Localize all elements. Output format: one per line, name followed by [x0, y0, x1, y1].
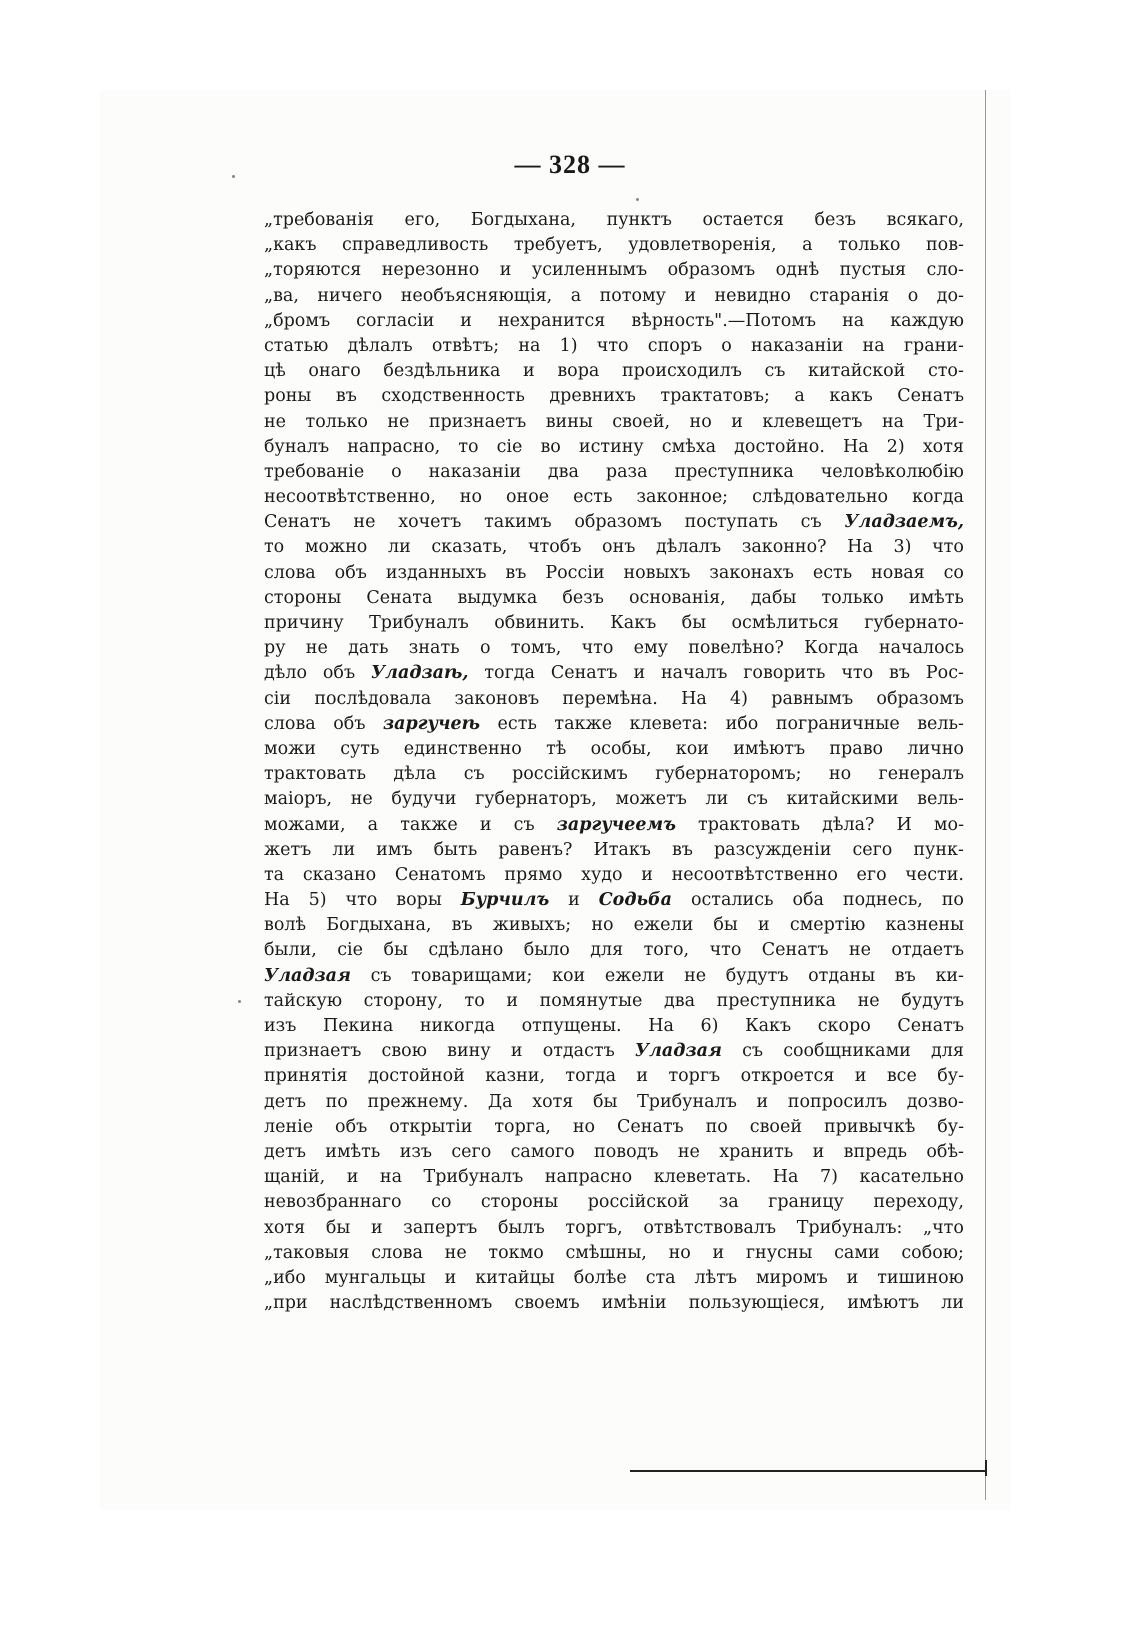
text-line: „бромъ согласіи и нехранится вѣрность".—Потомъ на каждую [264, 310, 964, 331]
text-line: дѣло объ Уладзаѣ, тогда Сенатъ и началъ говорить что въ Рос- [264, 663, 964, 684]
text-line: трактовать дѣла съ россійскимъ губернаторомъ; но генералъ [264, 764, 964, 785]
text-line: Уладзая съ товарищами; кои ежели не будутъ отданы въ ки- [264, 965, 964, 986]
text-line: слова объ изданныхъ въ Россіи новыхъ законахъ есть новая со [264, 562, 964, 583]
text-line: причину Трибуналъ обвинить. Какъ бы осмѣлиться губернато- [264, 613, 964, 633]
text-line: невозбраннаго со стороны россійской за границу переходу, [264, 1192, 964, 1213]
page-number: — 328 — [514, 150, 626, 179]
body-text [264, 208, 964, 1316]
text-line: роны въ сходственность древнихъ трактатовъ; а какъ Сенатъ [264, 386, 964, 407]
text-line: были, сіе бы сдѣлано было для того, что Сенатъ не отдаетъ [264, 940, 964, 961]
text-line: слова объ заргучеѣ есть также клевета: ибо пограничные вель- [264, 713, 964, 734]
text-line: признаетъ свою вину и отдастъ Уладзая съ сообщниками для [264, 1041, 964, 1062]
text-line: тайскую сторону, то и помянутые два преступника не будутъ [264, 990, 964, 1011]
bottom-rule-tick [985, 1460, 987, 1476]
text-line: „ва, ничего необъясняющія, а потому и невидно старанія о до- [264, 285, 964, 306]
text-line: леніе объ открытіи торга, но Сенатъ по своей привычкѣ бу- [264, 1116, 964, 1137]
text-line: детъ имѣть изъ сего самого поводъ не хранить и впредь обѣ- [264, 1141, 964, 1162]
text-line: статью дѣлалъ отвѣтъ; на 1) что споръ о наказаніи на грани- [264, 335, 964, 356]
text-line: ру не дать знать о томъ, что ему повелѣно? Когда началось [264, 638, 964, 659]
text-line: цѣ онаго бездѣльника и вора происходилъ съ китайской сто- [264, 361, 964, 382]
text-line: принятія достойной казни, тогда и торгъ откроется и все бу- [264, 1066, 964, 1087]
text-line: та сказано Сенатомъ прямо худо и несоотвѣтственно его чести. [264, 864, 964, 885]
text-line: можами, а также и съ заргучеемъ трактовать дѣла? И мо- [264, 814, 964, 835]
right-margin-rule [985, 90, 986, 1500]
text-line: щаній, и на Трибуналъ напрасно клеветать. На 7) касательно [264, 1167, 964, 1188]
text-line: несоотвѣтственно, но оное есть законное; слѣдовательно когда [264, 487, 964, 508]
text-line: сіи послѣдовала законовъ перемѣна. На 4) равнымъ образомъ [264, 688, 964, 709]
text-line: „при наслѣдственномъ своемъ имѣніи пользующіеся, имѣютъ ли [264, 1293, 964, 1314]
text-line: „таковыя слова не токмо смѣшны, но и гнусны сами собою; [264, 1242, 964, 1263]
text-line: не только не признаетъ вины своей, но и клевещетъ на Три- [264, 411, 964, 432]
text-line: „какъ справедливость требуетъ, удовлетворенія, а только пов- [264, 235, 964, 256]
text-line: требованіе о наказаніи два раза преступника человѣколюбію [264, 461, 964, 482]
text-line: На 5) что воры Бурчилъ и Содьба остались оба поднесь, по [264, 890, 964, 911]
text-line: то можно ли сказать, чтобъ онъ дѣлалъ законно? На 3) что [264, 537, 964, 558]
text-line: хотя бы и запертъ былъ торгъ, отвѣтствовалъ Трибуналъ: „что [264, 1217, 964, 1238]
bottom-rule [630, 1470, 985, 1472]
margin-speck [238, 1000, 241, 1003]
text-line: изъ Пекина никогда отпущены. На 6) Какъ скоро Сенатъ [264, 1016, 964, 1036]
text-line: „торяются нерезонно и усиленнымъ образомъ однѣ пустыя сло- [264, 260, 964, 281]
text-line: стороны Сената выдумка безъ основанія, дабы только имѣть [264, 587, 964, 608]
text-line: „ибо мунгальцы и китайцы болѣе ста лѣтъ миромъ и тишиною [264, 1267, 964, 1288]
text-line: детъ по прежнему. Да хотя бы Трибуналъ и попросилъ дозво- [264, 1091, 964, 1112]
text-line: „требованія его, Богдыхана, пунктъ остается безъ всякаго, [264, 210, 964, 230]
text-line: жетъ ли имъ быть равенъ? Итакъ въ разсужденіи сего пунк- [264, 839, 964, 860]
text-line: Сенатъ не хочетъ такимъ образомъ поступать съ Уладзаемъ, [264, 512, 964, 533]
text-line: буналъ напрасно, то сіе во истину смѣха достойно. На 2) хотя [264, 436, 964, 457]
text-line: маіоръ, не будучи губернаторъ, можетъ ли съ китайскими вель- [264, 789, 964, 810]
text-line: можи суть единственно тѣ особы, кои имѣютъ право лично [264, 738, 964, 759]
text-line: волѣ Богдыхана, въ живыхъ; но ежели бы и смертію казнены [264, 915, 964, 936]
margin-speck [636, 198, 639, 201]
